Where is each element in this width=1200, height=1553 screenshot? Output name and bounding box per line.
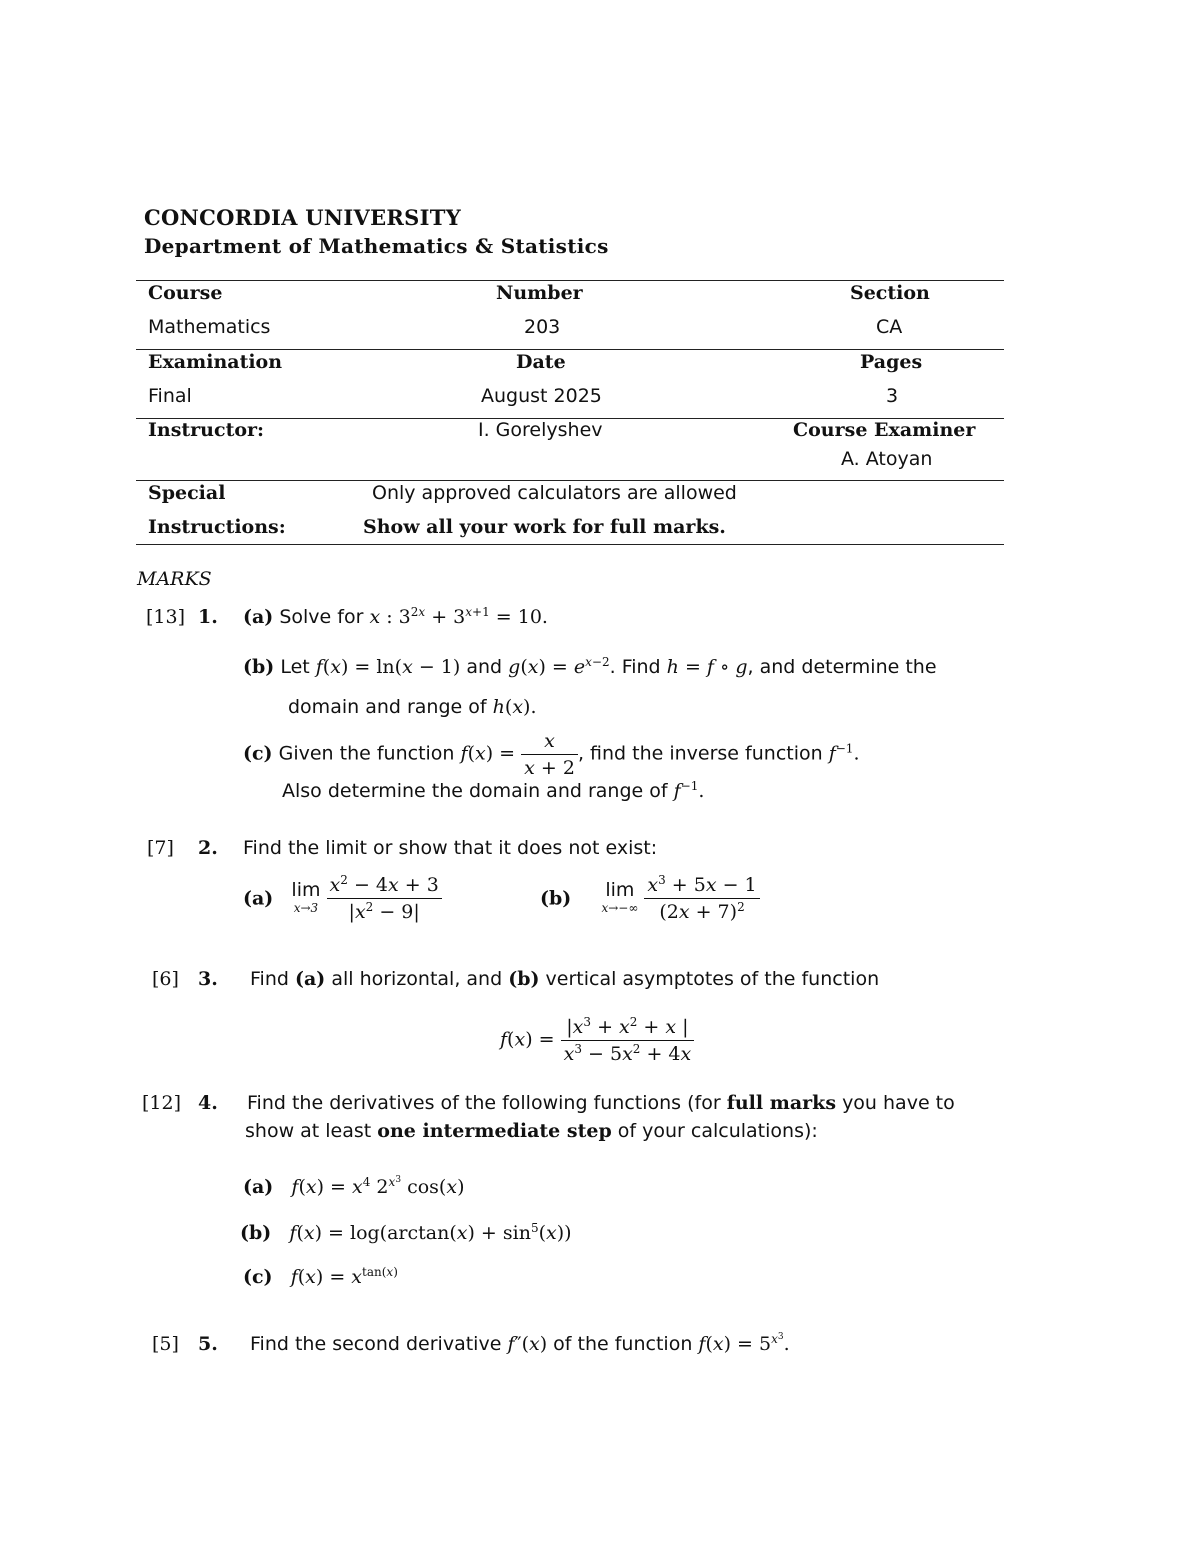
question-3-text: Find (a) all horizontal, and (b) vertical asymptotes of the function [250,968,880,990]
special-instruction-calculators: Only approved calculators are allowed [372,482,737,504]
instructor-value: I. Gorelyshev [478,419,603,441]
special-instruction-show-work: Show all your work for full marks. [363,516,726,538]
university-name: CONCORDIA UNIVERSITY [144,205,461,230]
instructions-heading: Instructions: [148,516,286,538]
fraction: $\frac{|x^3 + x^2 + x |}{x^3 - 5x^2 + 4x}$ [561,1014,695,1067]
date-heading: Date [516,351,566,373]
course-examiner-value: A. Atoyan [841,448,933,470]
table-rule [136,280,1004,281]
date-value: August 2025 [481,385,602,407]
special-heading: Special [148,482,226,504]
question-1c: (c) Given the function f(x) = $\frac{x}{x + 2}$ , find the inverse function $f^{-1}$. [243,730,860,779]
examination-heading: Examination [148,351,283,373]
question-marks: [12] [142,1092,182,1114]
section-heading: Section [850,282,930,304]
marks-label: MARKS [137,568,212,590]
question-marks: [6] [152,968,179,990]
limit-operator: lim x→3 [291,878,321,915]
question-4b: (b) $f(x) = \log(\arctan(x) + \sin^5(x))$ [240,1221,572,1244]
examination-value: Final [148,385,192,407]
fraction: $\frac{x^3 + 5x - 1}{(2x + 7)^2}$ [644,872,759,925]
limit-operator: lim x→−∞ [601,878,639,915]
pages-heading: Pages [860,351,923,373]
question-marks: [13] [146,606,186,628]
question-2-text: Find the limit or show that it does not exist: [243,837,658,859]
question-4-text: Find the derivatives of the following functions (for full marks you have to [247,1092,955,1114]
course-heading: Course [148,282,223,304]
fraction: $\frac{x^2 - 4x + 3}{|x^2 - 9|}$ [327,872,442,925]
number-heading: Number [496,282,583,304]
question-marks: [5] [152,1333,179,1355]
number-value: 203 [524,316,561,338]
question-5-text: Find the second derivative f″(x) of the function $f(x) = 5^{x^3}$. [250,1332,790,1355]
question-1b: (b) Let f(x) = ln(x − 1) and $g(x) = e^{x-2}$. Find h = f ∘ g, and determine the [243,655,937,678]
question-2a: (a) lim x→3 $\frac{x^2 - 4x + 3}{|x^2 - 9|}$ [243,872,442,925]
table-rule [136,349,1004,350]
question-marks: [7] [147,837,174,859]
department-name: Department of Mathematics & Statistics [144,234,609,258]
question-1b-line2: domain and range of h(x). [288,696,537,718]
question-number: 1. [198,606,218,628]
table-rule [136,480,1004,481]
question-number: 3. [198,968,218,990]
question-number: 2. [198,837,218,859]
course-examiner-heading: Course Examiner [793,419,976,441]
question-4-text-line2: show at least one intermediate step of your calculations): [245,1120,818,1142]
table-rule [136,544,1004,545]
section-value: CA [876,316,903,338]
question-2b: (b) lim x→−∞ $\frac{x^3 + 5x - 1}{(2x + 7)^2}$ [540,872,760,925]
question-number: 5. [198,1333,218,1355]
question-number: 4. [198,1092,218,1114]
question-3-function: f(x) = $\frac{|x^3 + x^2 + x |}{x^3 - 5x^2 + 4x}$ [500,1014,694,1067]
question-1a: (a) Solve for x : $3^{2x} + 3^{x+1} = 10$. [243,605,548,628]
instructor-heading: Instructor: [148,419,265,441]
course-value: Mathematics [148,316,271,338]
question-4a: (a) $f(x) = x^4$ $2^{x^3}$ cos(x) [243,1175,465,1198]
question-1c-line2: Also determine the domain and range of $f^{-1}$. [282,779,705,802]
question-4c: (c) $f(x) = x^{tan(x)}$ [243,1265,398,1288]
pages-value: 3 [886,385,899,407]
fraction: $\frac{x}{x + 2}$ [521,728,578,781]
